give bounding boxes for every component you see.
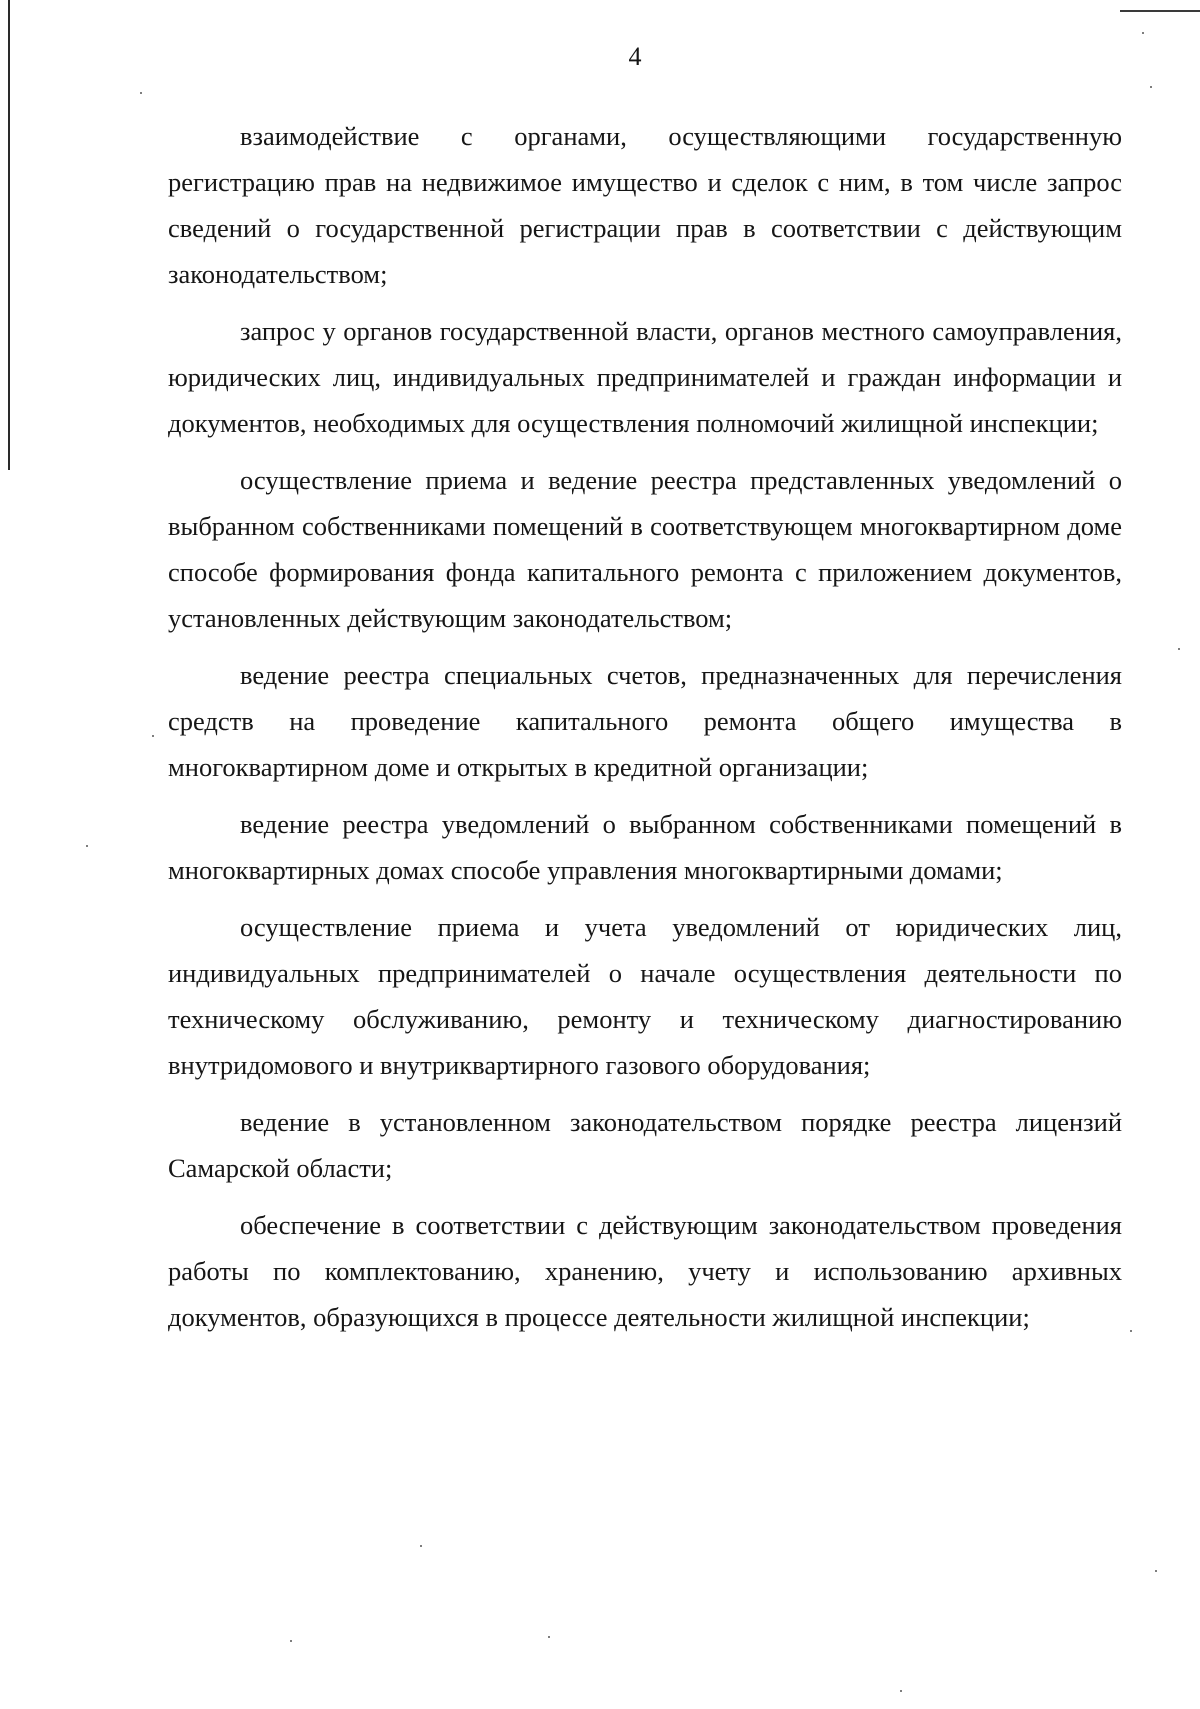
scan-speck bbox=[290, 1640, 292, 1642]
paragraph-2: запрос у органов государственной власти, органов местного самоуправления, юридических лиц, индивидуальных предпринимателей и граждан информации и документов, необходимых для осуществления полномочий жилищной инспекции; bbox=[168, 316, 1122, 438]
scan-speck bbox=[1142, 32, 1144, 34]
scan-edge-line bbox=[8, 0, 10, 470]
scan-speck bbox=[1155, 1570, 1157, 1572]
scan-speck bbox=[900, 1690, 902, 1692]
paragraph-8: обеспечение в соответствии с действующим законодательством проведения работы по комплектованию, хранению, учету и использованию архивных документов, образующихся в процессе деятельности жилищной инспекции; bbox=[168, 1210, 1122, 1332]
paragraph-3: осуществление приема и ведение реестра представленных уведомлений о выбранном собственниками помещений в соответствующем многоквартирном доме способе формирования фонда капитального ремонта с приложением документов, установленных действующим законодательством; bbox=[168, 465, 1122, 633]
scan-speck bbox=[548, 1636, 550, 1638]
scan-speck bbox=[1178, 648, 1180, 650]
paragraph-4: ведение реестра специальных счетов, предназначенных для перечисления средств на проведение капитального ремонта общего имущества в многоквартирном доме и открытых в кредитной организации; bbox=[168, 660, 1122, 782]
paragraph-5: ведение реестра уведомлений о выбранном собственниками помещений в многоквартирных домах способе управления многоквартирными домами; bbox=[168, 809, 1122, 885]
page-number: 4 bbox=[628, 42, 642, 71]
scan-speck bbox=[420, 1545, 422, 1547]
paragraph-1: взаимодействие с органами, осуществляющими государственную регистрацию прав на недвижимое имущество и сделок с ним, в том числе запрос сведений о государственной регистрации прав в соответствии с действующим законодательством; bbox=[168, 121, 1122, 289]
paragraph-6: осуществление приема и учета уведомлений от юридических лиц, индивидуальных предпринимателей о начале осуществления деятельности по техническому обслуживанию, ремонту и техническому диагностированию внутридомового и внутриквартирного газового оборудования; bbox=[168, 912, 1122, 1080]
scan-speck bbox=[1150, 86, 1152, 88]
scan-speck bbox=[1130, 1330, 1132, 1332]
scan-edge-line-top bbox=[1120, 10, 1200, 12]
paragraph-7: ведение в установленном законодательством порядке реестра лицензий Самарской области; bbox=[168, 1107, 1122, 1183]
scan-speck bbox=[152, 735, 154, 737]
document-body bbox=[168, 113, 1122, 1351]
scan-speck bbox=[140, 92, 142, 94]
scan-speck bbox=[86, 845, 88, 847]
